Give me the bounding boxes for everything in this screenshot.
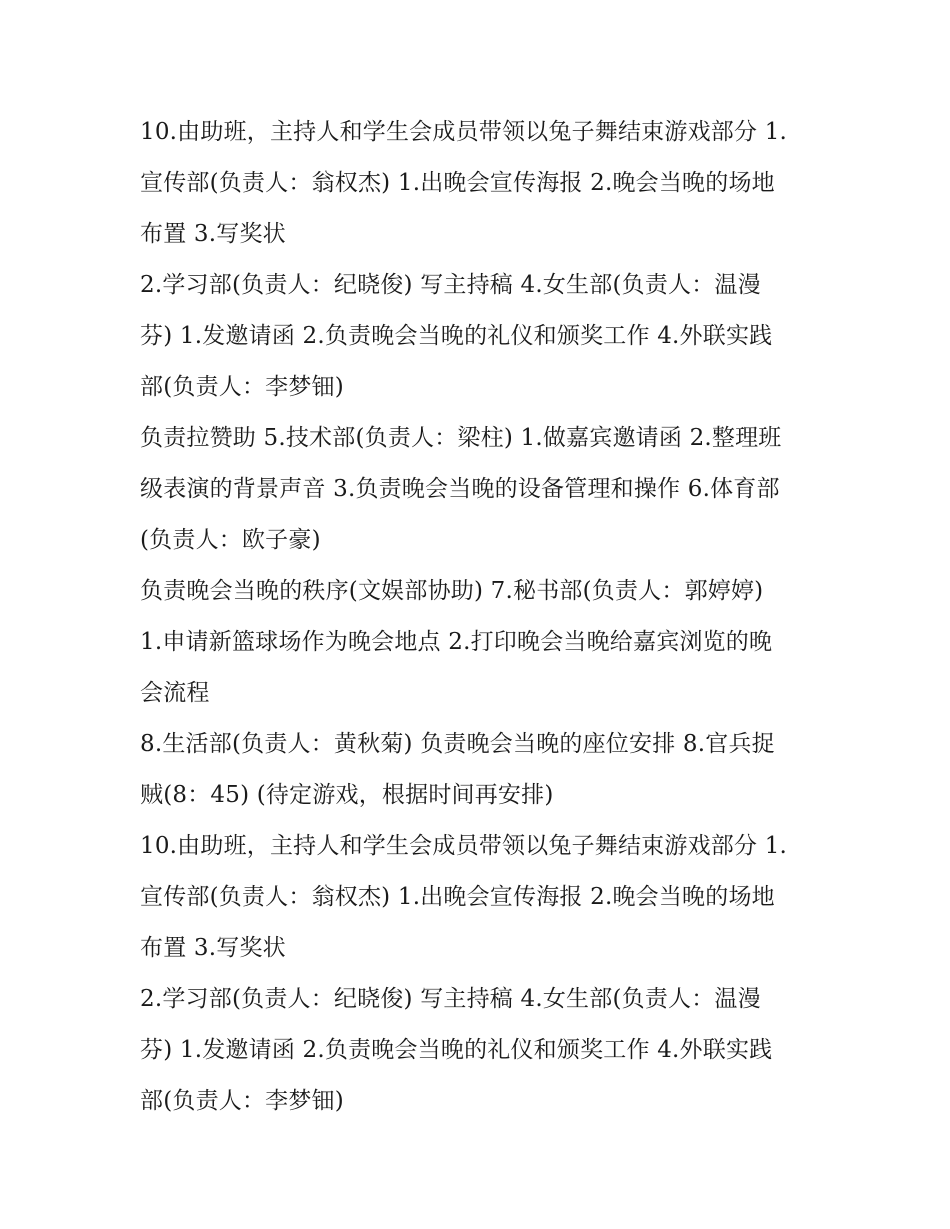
text-line: 宣传部(负责人：翁权杰) 1.出晚会宣传海报 2.晚会当晚的场地 bbox=[140, 170, 775, 196]
text-line: 布置 3.写奖状 bbox=[140, 935, 286, 961]
text-line: 会流程 bbox=[140, 680, 210, 706]
text-line: 芬) 1.发邀请函 2.负责晚会当晚的礼仪和颁奖工作 4.外联实践 bbox=[140, 323, 773, 349]
text-line: 10.由助班，主持人和学生会成员带领以兔子舞结束游戏部分 1. bbox=[140, 833, 788, 859]
text-line: 10.由助班，主持人和学生会成员带领以兔子舞结束游戏部分 1. bbox=[140, 119, 788, 145]
text-line: 部(负责人：李梦钿) bbox=[140, 1088, 344, 1114]
text-line: 1.申请新篮球场作为晚会地点 2.打印晚会当晚给嘉宾浏览的晚 bbox=[140, 629, 773, 655]
text-line: 布置 3.写奖状 bbox=[140, 221, 286, 247]
text-line: 宣传部(负责人：翁权杰) 1.出晚会宣传海报 2.晚会当晚的场地 bbox=[140, 884, 775, 910]
text-line: 负责晚会当晚的秩序(文娱部协助) 7.秘书部(负责人：郭婷婷) bbox=[140, 578, 764, 604]
text-line: 部(负责人：李梦钿) bbox=[140, 374, 344, 400]
text-line: 负责拉赞助 5.技术部(负责人：梁柱) 1.做嘉宾邀请函 2.整理班 bbox=[140, 425, 782, 451]
document-body bbox=[140, 107, 830, 1127]
text-line: (负责人：欧子豪) bbox=[140, 527, 321, 553]
text-line: 贼(8：45) (待定游戏，根据时间再安排) bbox=[140, 782, 554, 808]
text-line: 级表演的背景声音 3.负责晚会当晚的设备管理和操作 6.体育部 bbox=[140, 476, 780, 502]
text-line: 2.学习部(负责人：纪晓俊) 写主持稿 4.女生部(负责人：温漫 bbox=[140, 986, 761, 1012]
text-line: 8.生活部(负责人：黄秋菊) 负责晚会当晚的座位安排 8.官兵捉 bbox=[140, 731, 775, 757]
text-line: 2.学习部(负责人：纪晓俊) 写主持稿 4.女生部(负责人：温漫 bbox=[140, 272, 761, 298]
text-line: 芬) 1.发邀请函 2.负责晚会当晚的礼仪和颁奖工作 4.外联实践 bbox=[140, 1037, 773, 1063]
